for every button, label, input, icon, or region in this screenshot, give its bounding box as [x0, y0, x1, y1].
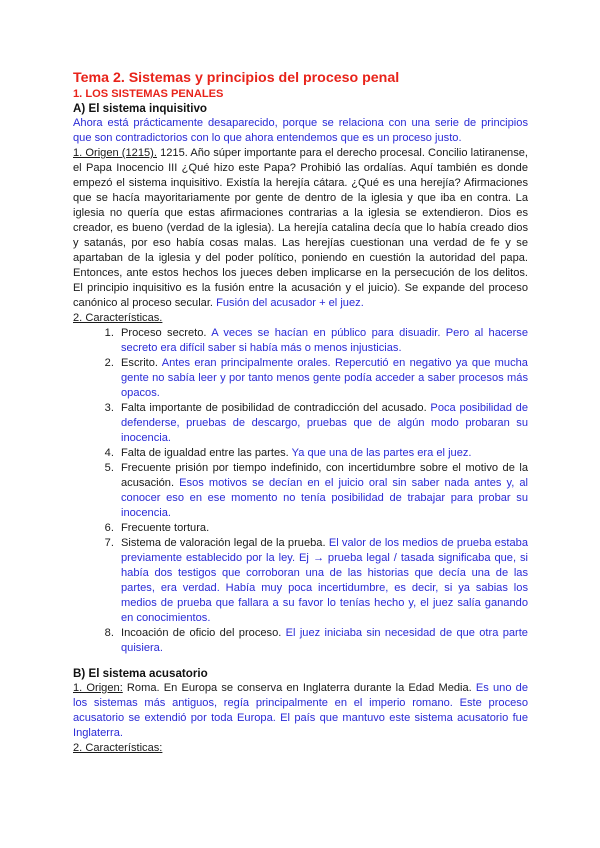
item-note: El juez iniciaba sin necesidad de que otra parte quisiera. [121, 627, 528, 654]
list-item [117, 626, 528, 656]
origin-tail-text: ). Se expande del proceso canónico al proceso secular. [73, 282, 528, 309]
subsection-heading-inquisitive: A) El sistema inquisitivo [73, 102, 208, 115]
list-item [117, 446, 528, 461]
list-item [117, 536, 528, 626]
list-item [117, 326, 528, 356]
section-heading-penal-systems: 1. LOS SISTEMAS PENALES [73, 88, 224, 100]
item-text: Frecuente prisión por tiempo indefinido, con incertidumbre sobre el motivo de la acusación. [121, 462, 528, 489]
page-title: Tema 2. Sistemas y principios del proceso penal [73, 70, 400, 86]
origin-note-b: Es uno de los sistemas más antiguos, regía principalmente en el imperio romano. Este proceso acusatorio se extendió por toda Europa. El país que mantuvo este sistema acusatorio fue Inglaterra. [73, 682, 528, 739]
item-text: Falta importante de posibilidad de contradicción del acusado. [121, 402, 431, 414]
item-text: Falta de igualdad entre las partes. [121, 447, 292, 459]
item-note: El valor de los medios de prueba estaba previamente establecido por la ley. Ej → prueba legal / tasada significaba que, si había dos testigos que corroboran una de las historias que decía una de las partes, era verdad. Había muy poca incertidumbre, es decir, si ya sabias los medios de prueba que fallara a su favor lo tenías hecho y, el juez salía ganando en conocimientos. [121, 537, 528, 624]
item-text: Frecuente tortura. [121, 522, 210, 534]
item-note: Poca posibilidad de defenderse, pruebas de descargo, pruebas que de algún modo probaran su inocencia. [121, 402, 528, 444]
list-item [117, 521, 528, 536]
spacer [73, 656, 528, 666]
item-note: Ya que una de las partes era el juez. [291, 447, 472, 459]
origin-paragraph [73, 146, 528, 311]
list-item [117, 401, 528, 446]
item-note: Antes eran principalmente orales. Repercutió en negativo ya que mucha gente no sabía leer y por tanto menos gente podía acceder a saber procesos más opacos. [121, 357, 528, 399]
subsection-heading-accusatory: B) El sistema acusatorio [73, 667, 208, 680]
origin-text-b: Roma. En Europa se conserva en Inglaterra durante la Edad Media. [122, 682, 476, 694]
list-item [117, 461, 528, 521]
characteristics-label-text: 2. Características. [73, 312, 163, 324]
item-text: Incoación de oficio del proceso. [121, 627, 286, 639]
characteristics-label-b [73, 741, 528, 756]
origin-text: 1215. Año súper importante para el derecho procesal. Concilio latiranense, el Papa Inocencio III ¿Qué hizo este Papa? Prohibió las ordalías. Aquí también es donde empezó el sistema inquisitivo. Existía la herejía cátara. ¿Qué es una herejía? Afirmaciones que se hacía mayoritariamente por gente de dentro de la iglesia y que iba en contra. La iglesia no quería que estas afirmaciones contrarias a la iglesia se extendieron. Dios es creador, es bueno (verdad de la iglesia). La herejía catalina decía que lo había creado dios y satanás, por eso había cosas malas. Las herejías cuestionan una verdad de fe y se apartaban de la iglesia y del poder político, poniendo en cuestión la autoridad del papa. Entonces, ante estos hechos los jueces deben implicarse en la persecución de los delitos. El principio inquisitivo es la fusión entre la acusación y el juicio [73, 147, 528, 294]
characteristics-label-a [73, 311, 528, 326]
characteristics-list [73, 326, 528, 656]
item-note: Esos motivos se decían en el juicio oral sin saber nada antes y, al conocer eso en ese momento no tenía posibilidad de trabajar para probar su inocencia. [121, 477, 529, 519]
list-item [117, 356, 528, 401]
characteristics-label-b-text: 2. Características: [73, 742, 163, 754]
origin-label-b: 1. Origen: [73, 682, 123, 694]
item-text: Proceso secreto. [121, 327, 212, 339]
origin-label: 1. Origen (1215). [73, 147, 157, 159]
item-text: Escrito. [121, 357, 162, 369]
item-note: A veces se hacían en público para disuadir. Pero al hacerse secreto era difícil saber si había más o menos injusticias. [121, 327, 528, 354]
intro-paragraph: Ahora está prácticamente desaparecido, porque se relaciona con una serie de principios que son contradictorios con lo que ahora entendemos que es un proceso justo. [73, 117, 528, 144]
item-text: Sistema de valoración legal de la prueba. [121, 537, 329, 549]
origin-blue-end: Fusión del acusador + el juez. [216, 297, 364, 309]
origin-paragraph-b [73, 681, 528, 741]
